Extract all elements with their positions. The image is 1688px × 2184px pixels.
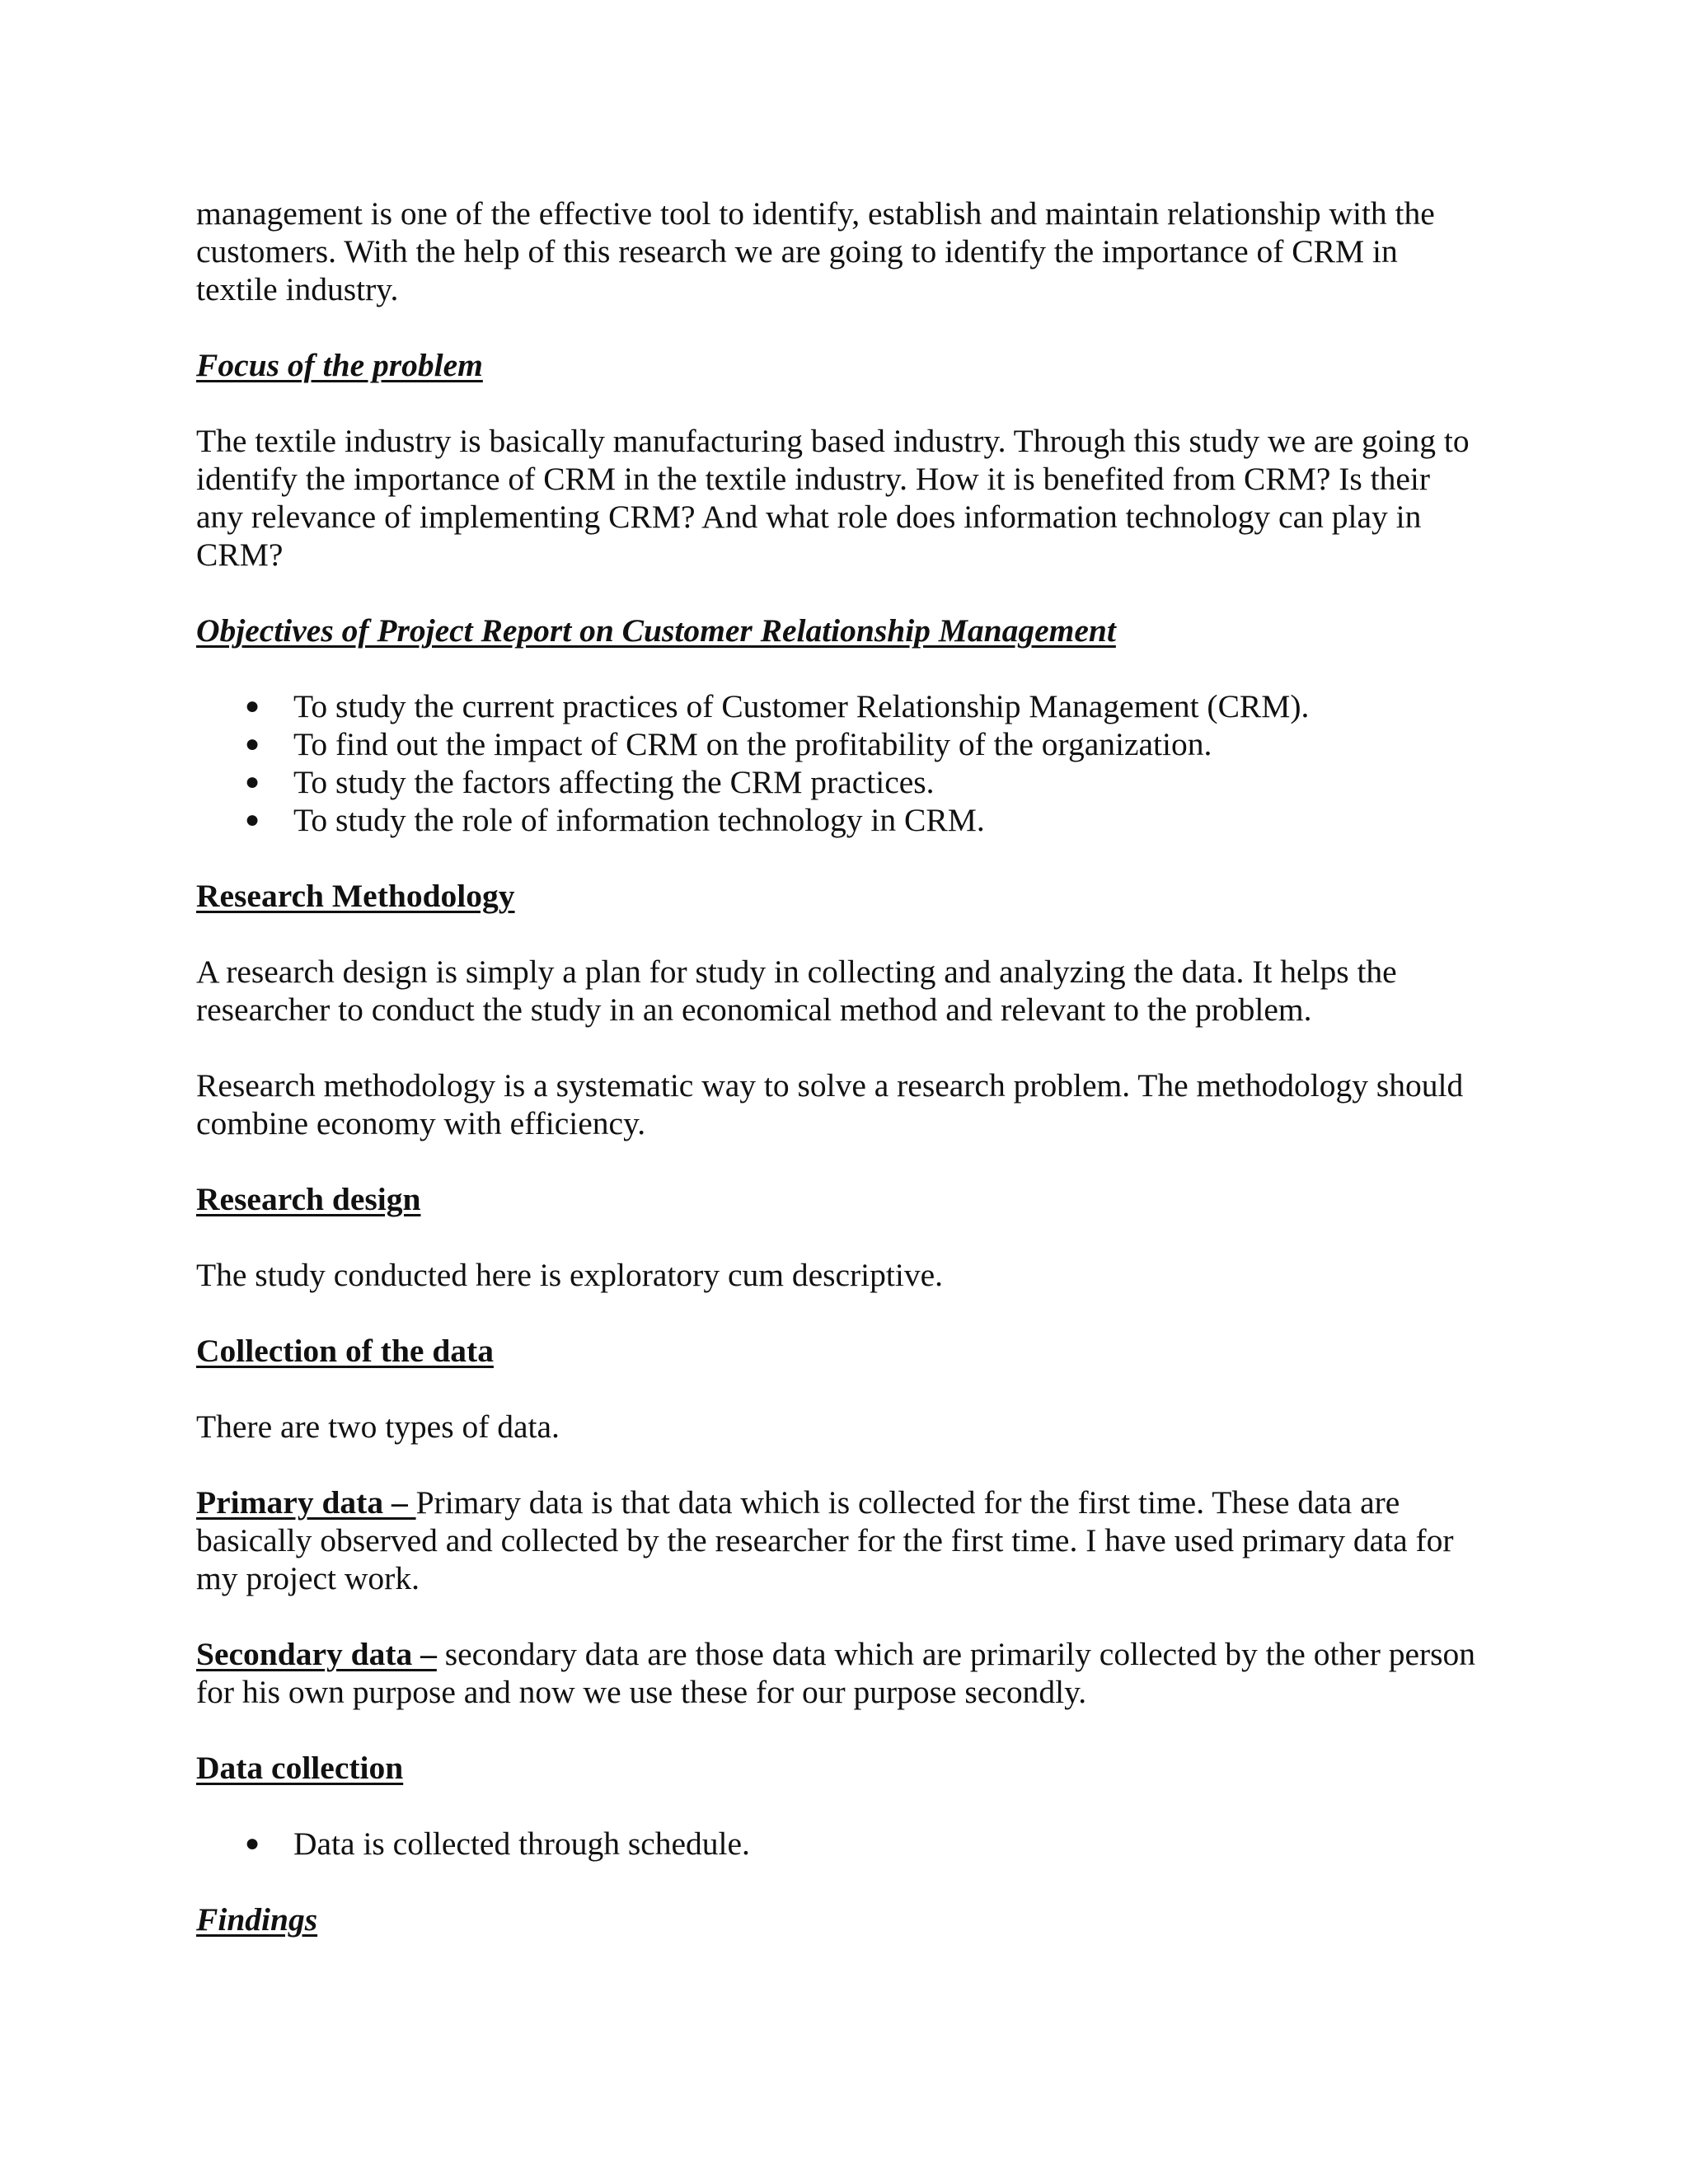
methodology-paragraph-2: Research methodology is a systematic way to solve a research problem. The methodology should combine economy with efficiency. bbox=[196, 1067, 1464, 1141]
bullet-icon: ● bbox=[245, 806, 260, 833]
list-item: ● Data is collected through schedule. bbox=[245, 1825, 750, 1862]
methodology-paragraph-1: A research design is simply a plan for study in collecting and analyzing the data. It helps the researcher to conduct the study in an economical method and relevant to the problem. bbox=[196, 954, 1397, 1028]
primary-data-label: Primary data – bbox=[196, 1484, 416, 1521]
objectives-list bbox=[196, 687, 1482, 839]
list-item: ● To study the current practices of Customer Relationship Management (CRM). bbox=[245, 688, 1310, 724]
objectives-heading: Objectives of Project Report on Customer Relationship Management bbox=[196, 612, 1116, 649]
data-collection-list bbox=[196, 1825, 1482, 1863]
list-item: ● To study the role of information technology in CRM. bbox=[245, 802, 985, 838]
collection-paragraph: There are two types of data. bbox=[196, 1408, 560, 1445]
research-design-paragraph: The study conducted here is exploratory cum descriptive. bbox=[196, 1257, 944, 1293]
research-design-heading: Research design bbox=[196, 1181, 421, 1217]
document-page bbox=[196, 194, 1482, 1976]
bullet-icon: ● bbox=[245, 692, 260, 719]
secondary-data-label: Secondary data – bbox=[196, 1636, 437, 1672]
intro-paragraph: management is one of the effective tool to identify, establish and maintain relationship with the customers. With the help of this research we are going to identify the importance of CRM in textile industry. bbox=[196, 195, 1435, 307]
primary-data-paragraph bbox=[196, 1483, 1482, 1597]
bullet-icon: ● bbox=[245, 768, 260, 795]
collection-heading: Collection of the data bbox=[196, 1333, 494, 1369]
bullet-icon: ● bbox=[245, 1830, 260, 1857]
secondary-data-text: secondary data are those data which are primarily collected by the other person for his own purpose and now we use these for our purpose secondly. bbox=[196, 1636, 1476, 1710]
data-collection-heading: Data collection bbox=[196, 1750, 404, 1786]
secondary-data-paragraph bbox=[196, 1635, 1482, 1711]
focus-heading: Focus of the problem bbox=[196, 347, 483, 383]
methodology-heading: Research Methodology bbox=[196, 878, 515, 914]
focus-paragraph: The textile industry is basically manufacturing based industry. Through this study we are going to identify the importance of CRM in the textile industry. How it is benefited from CRM? Is their any relevance of implementing CRM? And what role does information technology can play in CRM? bbox=[196, 423, 1470, 573]
bullet-icon: ● bbox=[245, 730, 260, 757]
list-item: ● To study the factors affecting the CRM practices. bbox=[245, 764, 935, 800]
primary-data-text: Primary data is that data which is collected for the first time. These data are basically observed and collected by the researcher for the first time. I have used primary data for my project work. bbox=[196, 1484, 1454, 1596]
findings-heading: Findings bbox=[196, 1901, 318, 1938]
list-item: ● To find out the impact of CRM on the profitability of the organization. bbox=[245, 726, 1212, 762]
